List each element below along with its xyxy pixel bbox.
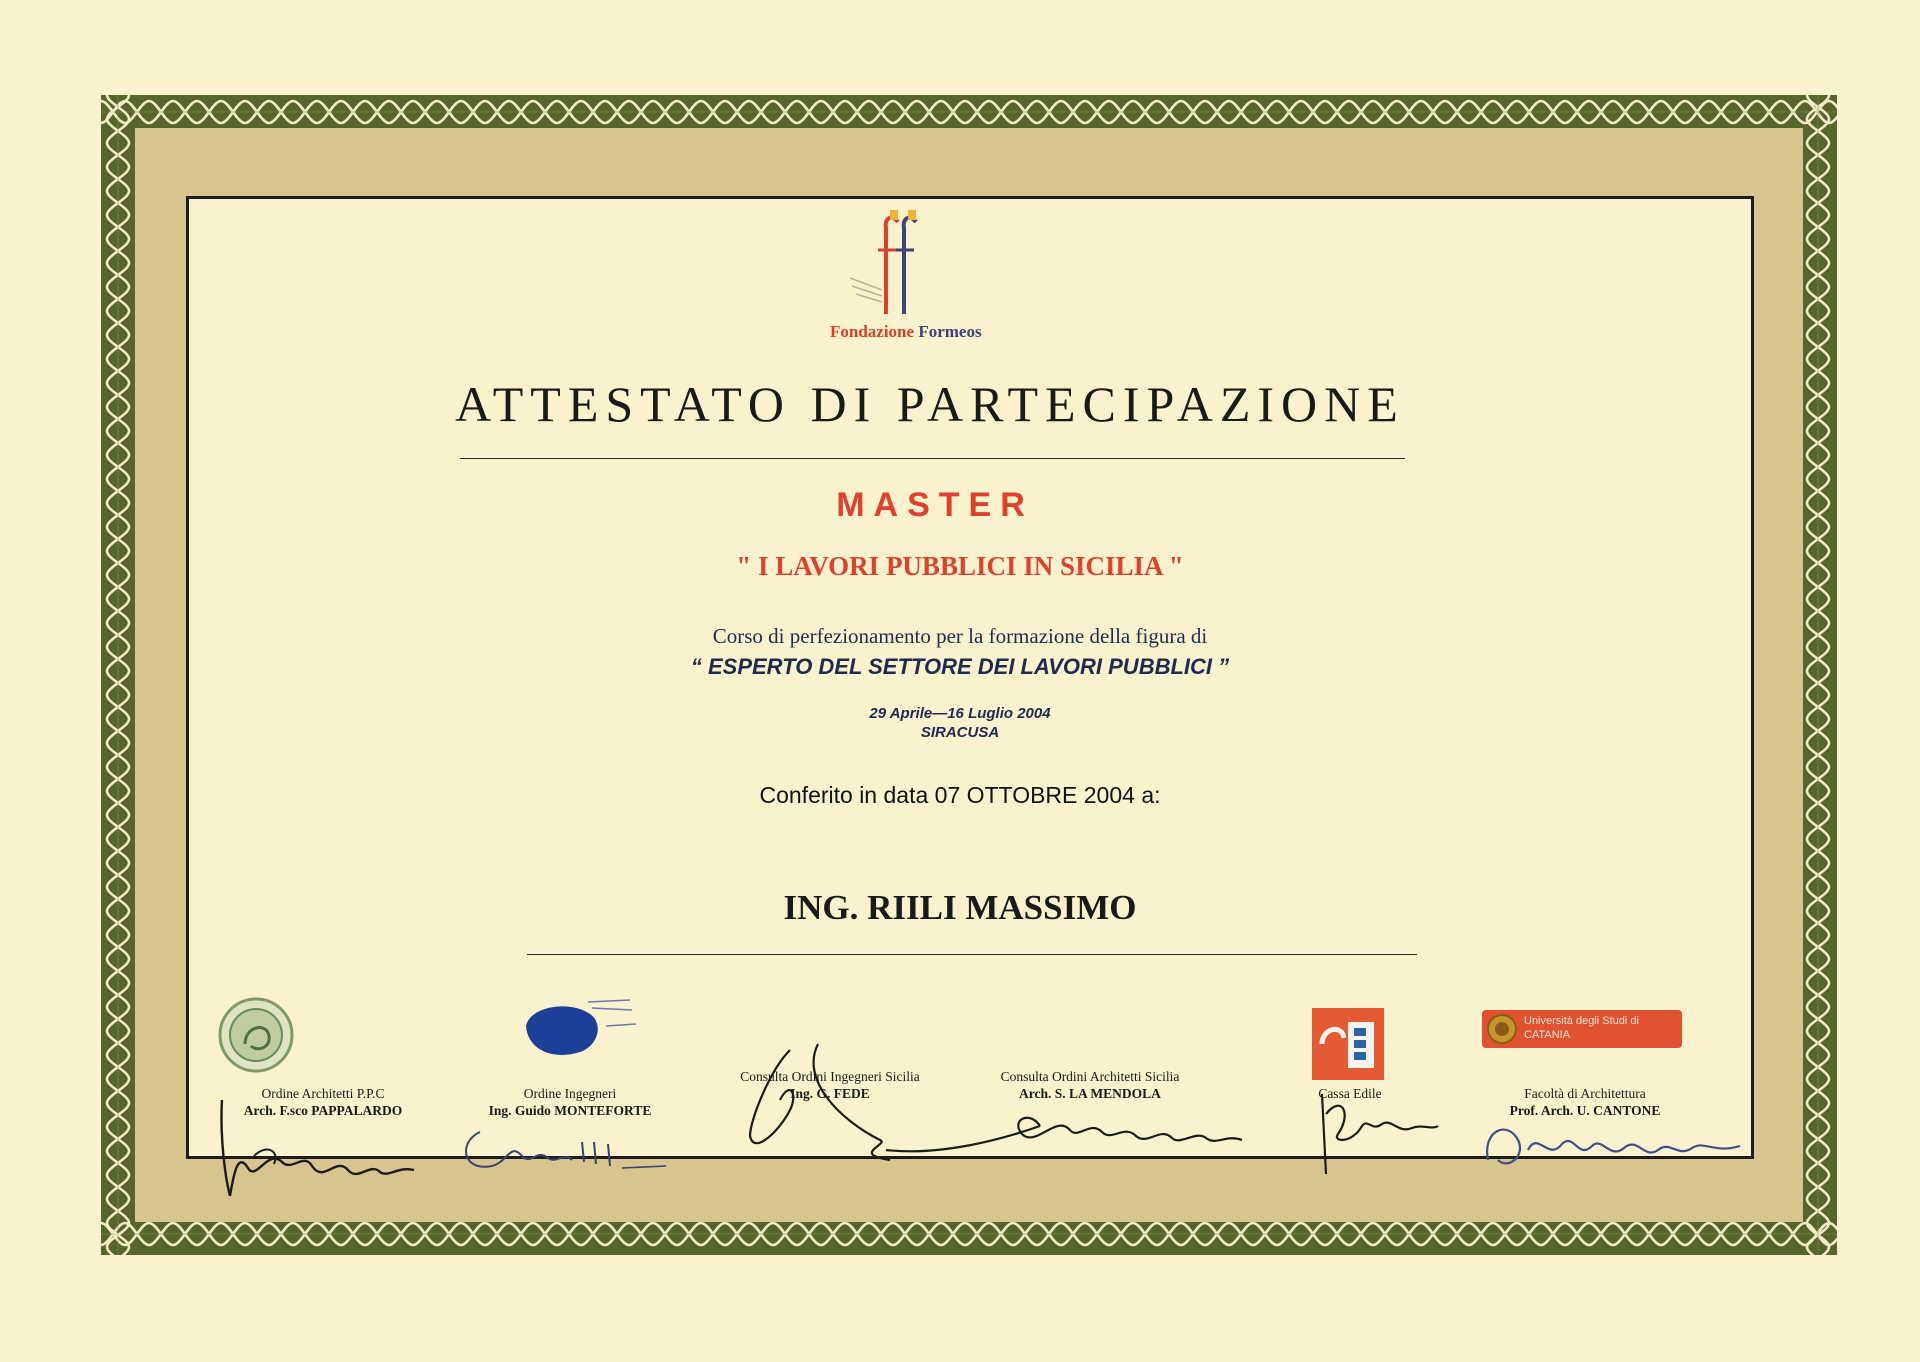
signature-monteforte — [452, 1112, 672, 1182]
course-description: Corso di perfezionamento per la formazione della figura di — [712, 624, 1208, 648]
university-crest-icon — [1486, 1013, 1526, 1045]
signatory-3-org: Consulta Ordini Ingegneri Sicilia — [740, 1069, 920, 1084]
conferred-date: Conferito in data 07 OTTOBRE 2004 a: — [759, 782, 1161, 808]
signature-la-mendola — [880, 1090, 1260, 1160]
course-place: SIRACUSA — [920, 724, 1000, 741]
cassa-edile-logo-icon — [1312, 1008, 1384, 1080]
engineers-order-logo-icon — [520, 996, 640, 1066]
signatory-1-org: Ordine Architetti P.P.C — [261, 1086, 385, 1101]
recipient-name: ING. RIILI MASSIMO — [783, 888, 1137, 927]
signatory-4-name: Arch. S. LA MENDOLA — [1019, 1086, 1161, 1101]
program-title: " I LAVORI PUBBLICI IN SICILIA " — [736, 551, 1184, 581]
signatory-1-name: Arch. F.sco PAPPALARDO — [243, 1103, 403, 1118]
course-role: “ ESPERTO DEL SETTORE DEI LAVORI PUBBLICI ” — [690, 654, 1230, 679]
architects-order-seal-icon — [217, 996, 295, 1074]
signatory-6-org: Facoltà di Architettura — [1524, 1086, 1646, 1101]
signatory-6-name: Prof. Arch. U. CANTONE — [1509, 1103, 1661, 1118]
signatory-4-org: Consulta Ordini Architetti Sicilia — [1000, 1069, 1180, 1084]
logo-word-1: Fondazione — [830, 322, 915, 341]
fondazione-formeos-logo-icon — [848, 210, 948, 318]
signature-cassa-edile — [1302, 1084, 1442, 1180]
signature-pappalardo — [208, 1092, 428, 1202]
course-dates: 29 Aprile—16 Luglio 2004 — [869, 705, 1051, 722]
logo-wordmark — [830, 322, 1000, 342]
course-period — [760, 704, 1160, 742]
program-type: MASTER — [836, 486, 1034, 524]
certificate-title: ATTESTATO DI PARTECIPAZIONE — [455, 376, 1405, 432]
signatory-2-org: Ordine Ingegneri — [523, 1086, 617, 1101]
university-name: Università degli Studi di CATANIA — [1524, 1015, 1639, 1041]
logo-word-2: Formeos — [918, 322, 982, 341]
signatory-5-org: Cassa Edile — [1318, 1086, 1382, 1101]
signature-cantone — [1478, 1110, 1748, 1180]
recipient-underline — [527, 954, 1417, 955]
signatory-3-name: Ing. G. FEDE — [790, 1086, 870, 1101]
signatory-2-name: Ing. Guido MONTEFORTE — [488, 1103, 652, 1118]
title-underline — [460, 458, 1405, 459]
university-badge — [1482, 1010, 1682, 1048]
